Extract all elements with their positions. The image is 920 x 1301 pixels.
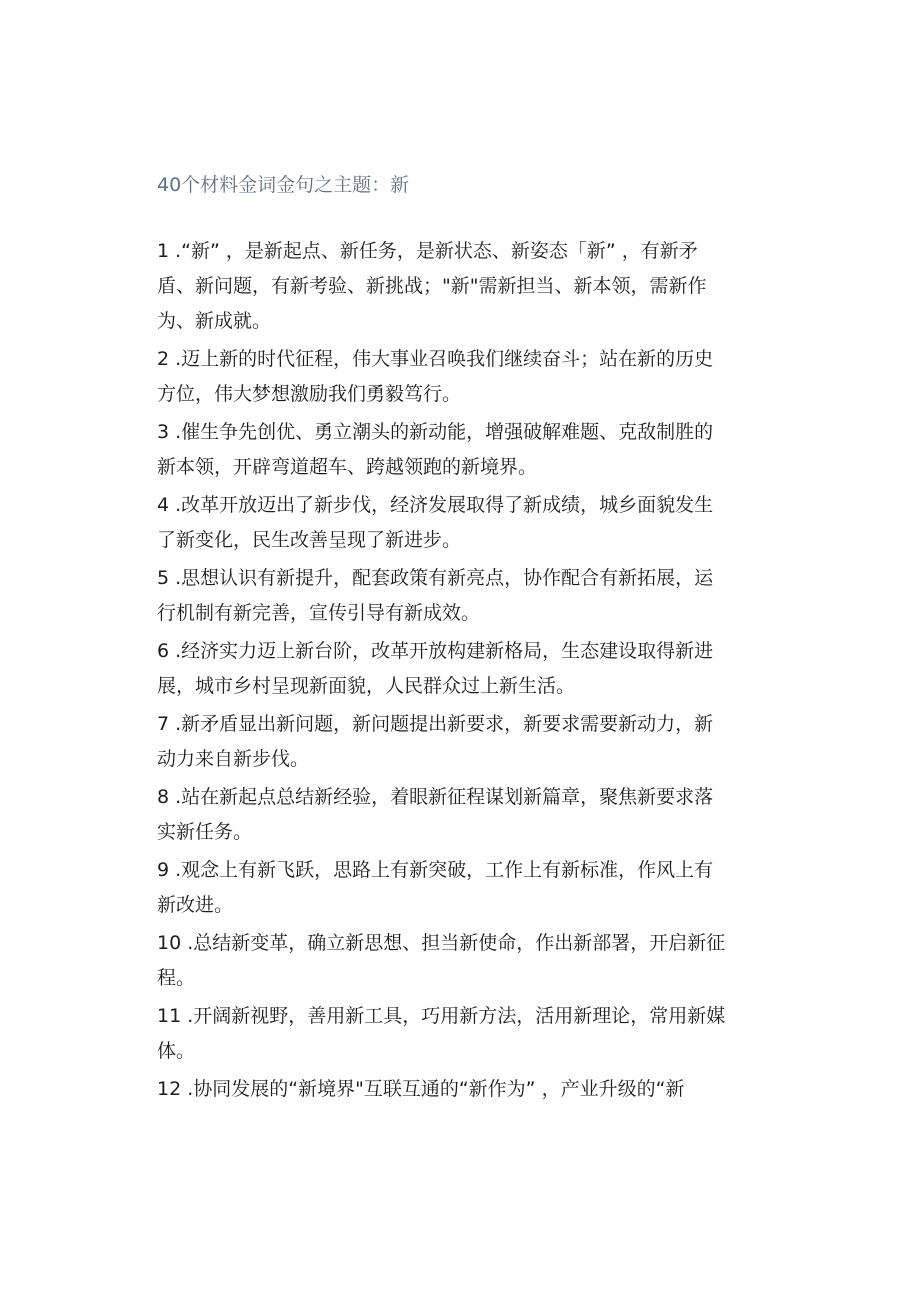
list-item-line: 5 .思想认识有新提升，配套政策有新亮点，协作配合有新拓展，运 [157, 567, 714, 589]
list-item-line: 3 .催生争先创优、勇立潮头的新动能，增强破解难题、克敌制胜的 [157, 421, 714, 443]
list-item-line: 实新任务。 [157, 821, 253, 843]
list-item-line: 9 .观念上有新飞跃，思路上有新突破，工作上有新标准，作风上有 [157, 859, 714, 881]
list-item [157, 561, 767, 631]
list-item-line: 了新变化，民生改善呈现了新进步。 [157, 529, 462, 551]
list-item [157, 1072, 767, 1107]
list-item-line: 新本领，开辟弯道超车、跨越领跑的新境界。 [157, 456, 538, 478]
list-item-line: 12 .协同发展的“新境界"互联互通的“新作为” ，产业升级的“新 [157, 1078, 685, 1100]
list-item [157, 999, 767, 1069]
list-item-line: 6 .经济实力迈上新台阶，改革开放构建新格局，生态建设取得新进 [157, 640, 714, 662]
list-item-line: 新改进。 [157, 894, 234, 916]
list-item-line: 为、新成就。 [157, 310, 272, 332]
list-item-line: 11 .开阔新视野，善用新工具，巧用新方法，活用新理论，常用新媒 [157, 1005, 726, 1027]
list-item [157, 926, 767, 996]
list-item-line: 盾、新问题，有新考验、新挑战；"新"需新担当、新本领，需新作 [157, 275, 707, 297]
list-item [157, 415, 767, 485]
list-item-line: 10 .总结新变革，确立新思想、担当新使命，作出新部署，开启新征 [157, 932, 726, 954]
list-item [157, 707, 767, 777]
list-item-line: 7 .新矛盾显出新问题，新问题提出新要求，新要求需要新动力，新 [157, 713, 714, 735]
list-item [157, 634, 767, 704]
list-item [157, 488, 767, 558]
list-item [157, 780, 767, 850]
list-item-line: 8 .站在新起点总结新经验，着眼新征程谋划新篇章，聚焦新要求落 [157, 786, 714, 808]
list-item-line: 行机制有新完善，宣传引导有新成效。 [157, 602, 481, 624]
list-item-line: 2 .迈上新的时代征程，伟大事业召唤我们继续奋斗；站在新的历史 [157, 348, 714, 370]
quote-list [157, 234, 767, 1110]
list-item [157, 234, 767, 339]
document-title: 40个材料金词金句之主题：新 [157, 174, 410, 196]
list-item-line: 动力来自新步伐。 [157, 748, 310, 770]
list-item-line: 体。 [157, 1040, 196, 1062]
list-item [157, 853, 767, 923]
list-item-line: 方位，伟大梦想激励我们勇毅笃行。 [157, 383, 462, 405]
list-item [157, 342, 767, 412]
list-item-line: 1 .“新” ，是新起点、新任务，是新状态、新姿态「新” ，有新矛 [157, 240, 698, 262]
list-item-line: 4 .改革开放迈出了新步伐，经济发展取得了新成绩，城乡面貌发生 [157, 494, 714, 516]
list-item-line: 展，城市乡村呈现新面貌，人民群众过上新生活。 [157, 675, 576, 697]
list-item-line: 程。 [157, 967, 196, 989]
